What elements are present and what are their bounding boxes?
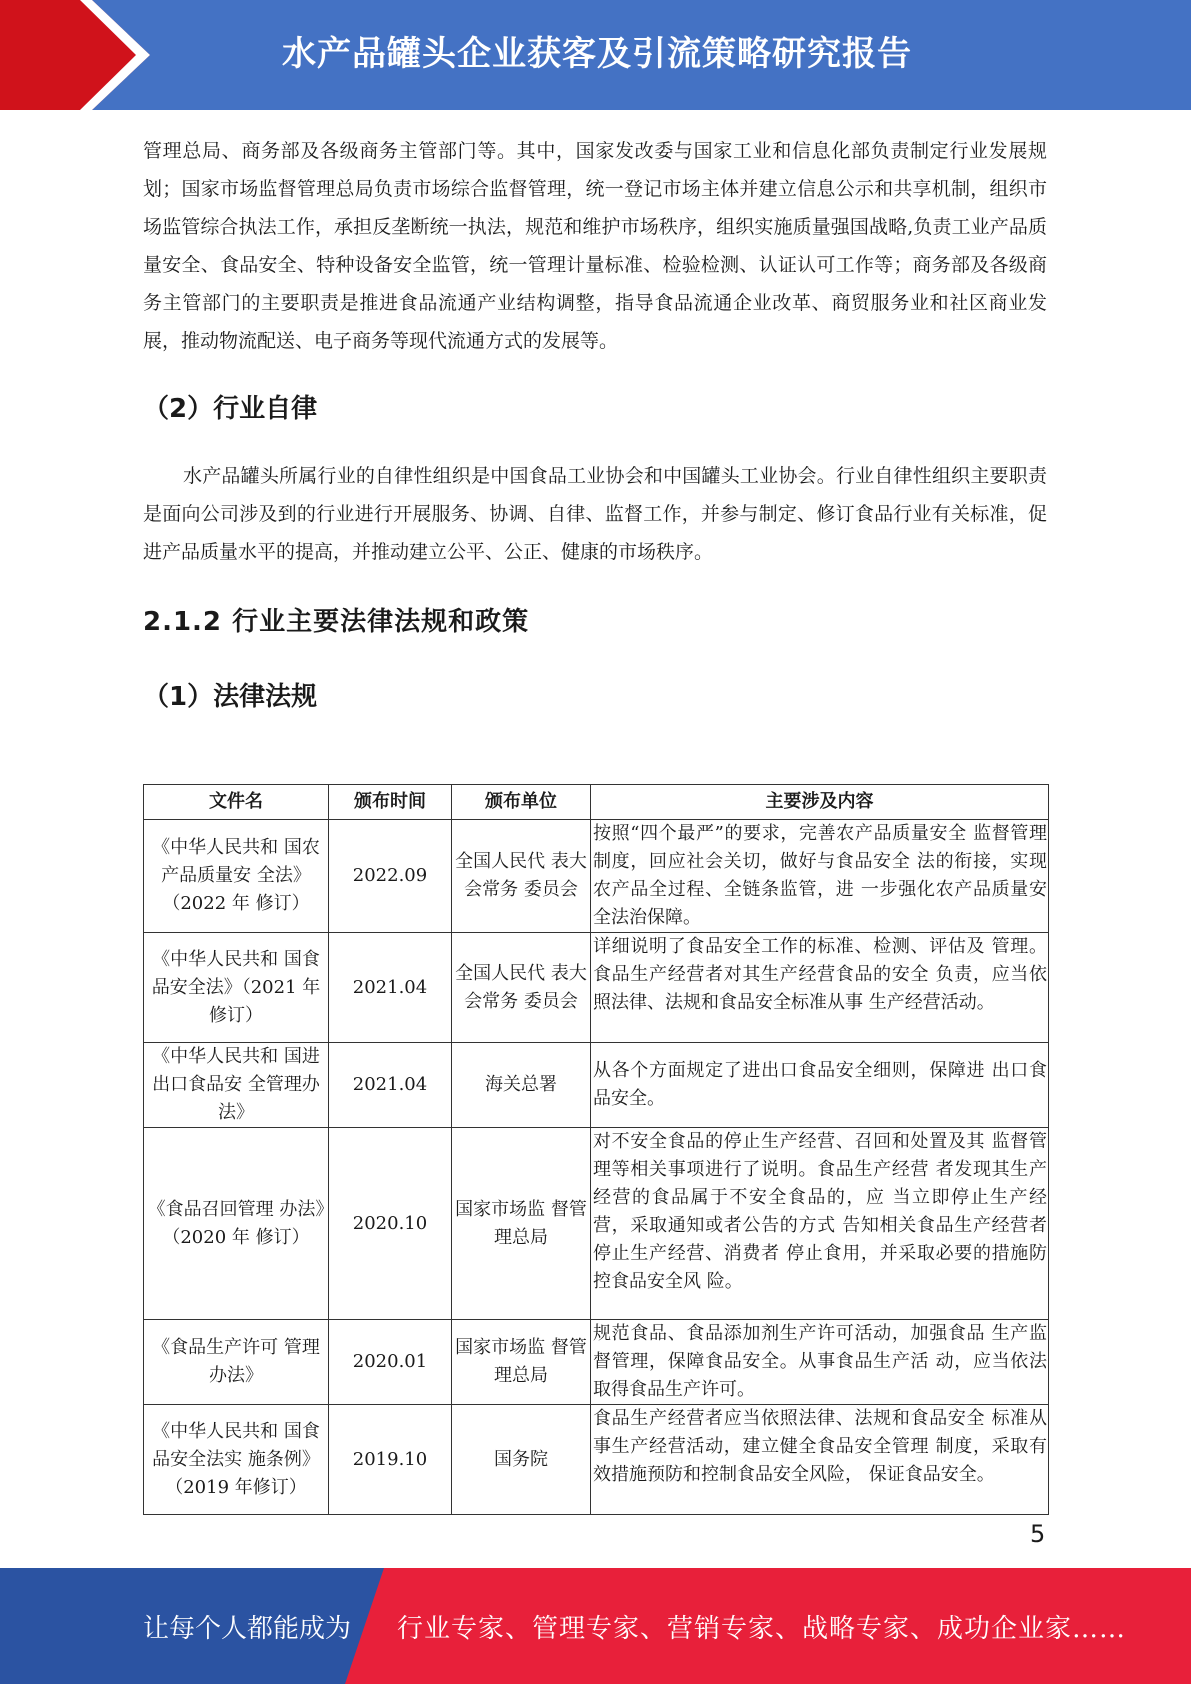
cell-issuer: 国家市场监 督管理总局	[452, 1320, 591, 1405]
cell-file-name: 《中华人民共和 国食品安全法》（2021 年修订）	[144, 933, 329, 1043]
cell-issuer: 全国人民代 表大会常务 委员会	[452, 933, 591, 1043]
cell-date: 2020.01	[329, 1320, 452, 1405]
table-row	[144, 1320, 1049, 1405]
footer-slogan-left: 让每个人都能成为	[143, 1614, 352, 1644]
cell-content: 从各个方面规定了进出口食品安全细则，保障进 出口食品安全。	[591, 1043, 1049, 1128]
cell-date: 2020.10	[329, 1128, 452, 1320]
cell-issuer: 国家市场监 督管理总局	[452, 1128, 591, 1320]
cell-date: 2021.04	[329, 1043, 452, 1128]
cell-content: 对不安全食品的停止生产经营、召回和处置及其 监督管理等相关事项进行了说明。食品生产经营 者发现其生产经营的食品属于不安全食品的，应 当立即停止生产经营，采取通知或者公告的方式 告知相关食品生产经营者停止生产经营、消费者 停止食用，并采取必要的措施防控食品安全风 险。	[591, 1128, 1049, 1320]
header-issuer: 颁布单位	[452, 785, 591, 820]
header-issue-date: 颁布时间	[329, 785, 452, 820]
cell-file-name: 《食品生产许可 管理办法》	[144, 1320, 329, 1405]
cell-content: 详细说明了食品安全工作的标准、检测、评估及 管理。食品生产经营者对其生产经营食品的安全 负责，应当依照法律、法规和食品安全标准从事 生产经营活动。	[591, 933, 1049, 1043]
table-header-row	[144, 785, 1049, 820]
laws-table	[143, 784, 1049, 1515]
section-heading-laws: （1）法律法规	[143, 682, 318, 712]
section-heading-self-discipline: （2）行业自律	[143, 394, 318, 424]
intro-paragraph: 管理总局、商务部及各级商务主管部门等。其中，国家发改委与国家工业和信息化部负责制定行业发展规划；国家市场监督管理总局负责市场综合监督管理，统一登记市场主体并建立信息公示和共享机制，组织市场监管综合执法工作，承担反垄断统一执法，规范和维护市场秩序，组织实施质量强国战略,负责工业产品质量安全、食品安全、特种设备安全监管，统一管理计量标准、检验检测、认证认可工作等；商务部及各级商务主管部门的主要职责是推进食品流通产业结构调整，指导食品流通企业改革、商贸服务业和社区商业发展，推动物流配送、电子商务等现代流通方式的发展等。	[143, 140, 1047, 352]
header-main-content: 主要涉及内容	[591, 785, 1049, 820]
cell-content: 规范食品、食品添加剂生产许可活动，加强食品 生产监督管理，保障食品安全。从事食品生产活 动，应当依法取得食品生产许可。	[591, 1320, 1049, 1405]
page-body	[143, 132, 1047, 713]
table-row	[144, 1043, 1049, 1128]
table-row	[144, 1405, 1049, 1515]
cell-date: 2022.09	[329, 820, 452, 933]
header-file-name: 文件名	[144, 785, 329, 820]
cell-file-name: 《食品召回管理 办法》（2020 年 修订）	[144, 1128, 329, 1320]
cell-issuer: 全国人民代 表大会常务 委员会	[452, 820, 591, 933]
cell-file-name: 《中华人民共和 国食品安全法实 施条例》（2019 年修订）	[144, 1405, 329, 1515]
page-number: 5	[1030, 1520, 1046, 1548]
cell-date: 2021.04	[329, 933, 452, 1043]
header-red-arrow-decoration	[0, 0, 150, 110]
section-heading-laws-policies: 2.1.2 行业主要法律法规和政策	[143, 607, 530, 637]
cell-file-name: 《中华人民共和 国进出口食品安 全管理办法》	[144, 1043, 329, 1128]
cell-content: 按照“四个最严”的要求，完善农产品质量安全 监督管理制度，回应社会关切，做好与食品安全 法的衔接，实现农产品全过程、全链条监管，进 一步强化农产品质量安全法治保障。	[591, 820, 1049, 933]
page-footer	[0, 1568, 1191, 1684]
footer-slogan-right: 行业专家、管理专家、营销专家、战略专家、成功企业家……	[397, 1614, 1127, 1644]
cell-issuer: 海关总署	[452, 1043, 591, 1128]
report-title: 水产品罐头企业获客及引流策略研究报告	[282, 34, 912, 74]
cell-issuer: 国务院	[452, 1405, 591, 1515]
self-discipline-paragraph: 水产品罐头所属行业的自律性组织是中国食品工业协会和中国罐头工业协会。行业自律性组织主要职责是面向公司涉及到的行业进行开展服务、协调、自律、监督工作，并参与制定、修订食品行业有关标准，促进产品质量水平的提高，并推动建立公平、公正、健康的市场秩序。	[143, 465, 1047, 563]
page-header	[0, 0, 1191, 110]
table-row	[144, 1128, 1049, 1320]
cell-file-name: 《中华人民共和 国农产品质量安 全法》（2022 年 修订）	[144, 820, 329, 933]
cell-content: 食品生产经营者应当依照法律、法规和食品安全 标准从事生产经营活动，建立健全食品安全管理 制度，采取有效措施预防和控制食品安全风险， 保证食品安全。	[591, 1405, 1049, 1515]
table-row	[144, 820, 1049, 933]
cell-date: 2019.10	[329, 1405, 452, 1515]
table-row	[144, 933, 1049, 1043]
